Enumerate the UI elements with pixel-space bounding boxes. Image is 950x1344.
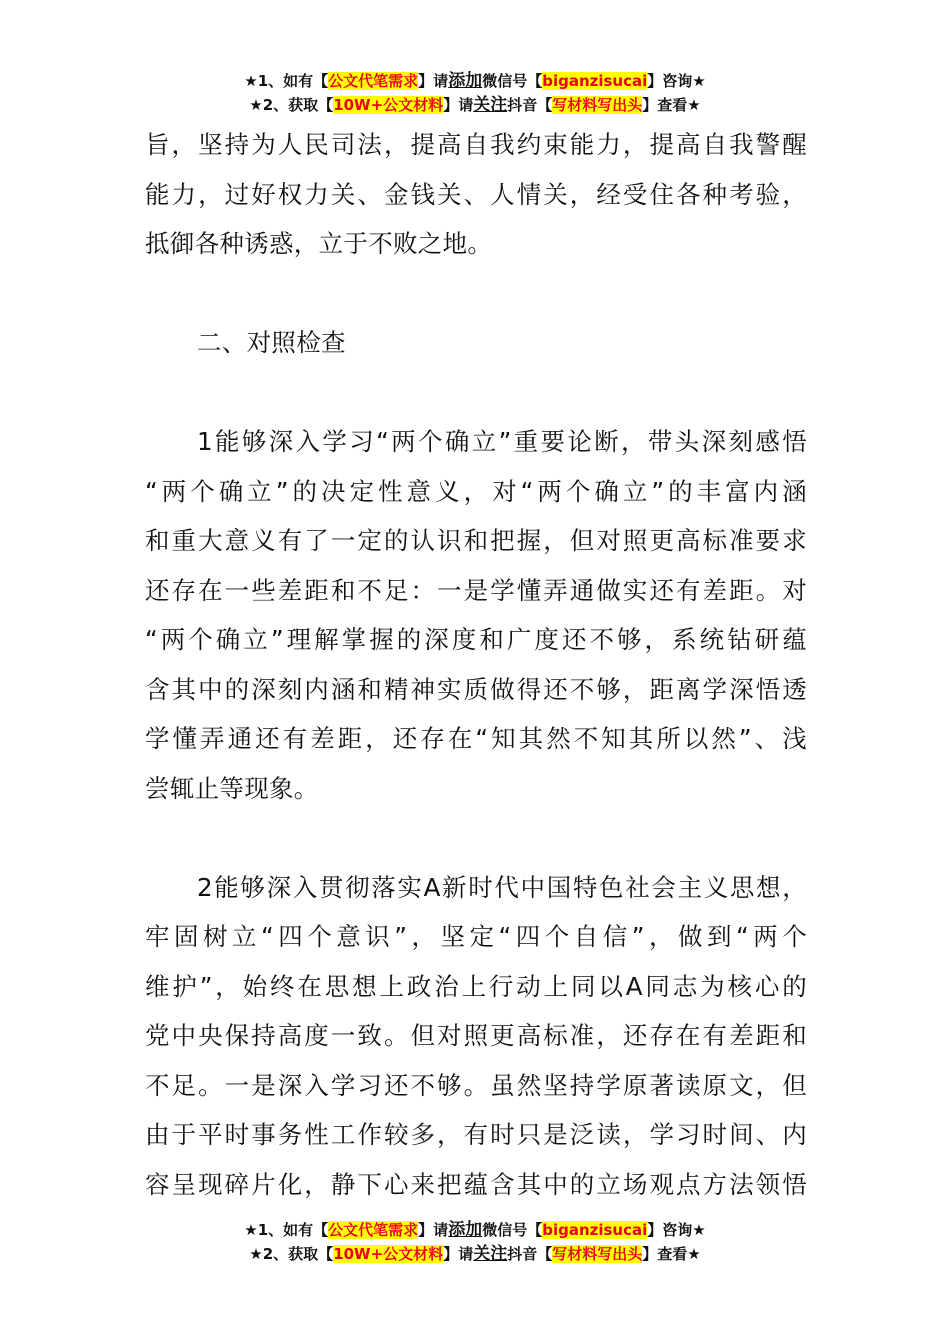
promo-emphasis: 关注 (473, 95, 508, 115)
promo-highlight: 公文代笔需求 (328, 1221, 419, 1239)
promo-text: 微信号【 (482, 72, 543, 90)
promo-text: 】咨询★ (647, 1221, 706, 1239)
promo-emphasis: 添加 (448, 71, 483, 91)
promo-wechat-id: biganzisucai (542, 72, 648, 90)
promo-text: 】查看★ (642, 96, 701, 114)
document-body (145, 120, 807, 1209)
promo-emphasis: 关注 (473, 1244, 508, 1264)
paragraph-1 (145, 417, 807, 813)
text-line: 容呈现碎片化，静下心来把蕴含其中的立场观点方法领悟 (145, 1169, 807, 1199)
text-line: 2能够深入贯彻落实A新时代中国特色社会主义思想， (197, 872, 807, 902)
promo-text: 】请 (418, 1221, 449, 1239)
text-line: 还存在一些差距和不足：一是学懂弄通做实还有差距。对 (145, 575, 807, 605)
footer-promo-line-1 (0, 1219, 950, 1241)
promo-text: 】请 (418, 72, 449, 90)
promo-text: 微信号【 (482, 1221, 543, 1239)
text-line: 由于平时事务性工作较多，有时只是泛读，学习时间、内 (145, 1120, 807, 1149)
text-line: 1能够深入学习“两个确立”重要论断，带头深刻感悟 (197, 427, 807, 456)
header-promo-line-2 (0, 94, 950, 116)
promo-wechat-id: biganzisucai (542, 1221, 648, 1239)
promo-douyin-id: 写材料写出头 (552, 1245, 643, 1263)
promo-highlight: 公文代笔需求 (328, 72, 419, 90)
promo-text: 】查看★ (642, 1245, 701, 1263)
header-promo-line-1 (0, 70, 950, 92)
paragraph-2 (145, 863, 807, 1210)
text-line: 抵御各种诱惑，立于不败之地。 (145, 229, 493, 258)
section-heading: 二、对照检查 (197, 328, 346, 357)
text-line: “两个确立”理解掌握的深度和广度还不够，系统钻研蕴 (145, 625, 807, 654)
footer-promo-line-2 (0, 1243, 950, 1265)
text-line: 旨，坚持为人民司法，提高自我约束能力，提高自我警醒 (145, 130, 807, 159)
text-line: “两个确立”的决定性意义，对“两个确立”的丰富内涵 (145, 476, 807, 506)
promo-text: 】咨询★ (647, 72, 706, 90)
promo-highlight: 10W+公文材料 (333, 96, 444, 114)
paragraph-continued (145, 120, 807, 269)
promo-text: 抖音【 (507, 96, 553, 114)
promo-text: ★2、获取【 (249, 96, 334, 114)
text-line: 和重大意义有了一定的认识和把握，但对照更高标准要求 (145, 526, 807, 555)
text-line: 不足。一是深入学习还不够。虽然坚持学原著读原文，但 (145, 1070, 807, 1100)
promo-text: 抖音【 (507, 1245, 553, 1263)
promo-text: ★1、如有【 (244, 1221, 329, 1239)
promo-text: ★1、如有【 (244, 72, 329, 90)
text-line: 党中央保持高度一致。但对照更高标准，还存在有差距和 (145, 1021, 807, 1050)
promo-douyin-id: 写材料写出头 (552, 96, 643, 114)
promo-highlight: 10W+公文材料 (333, 1245, 444, 1263)
text-line: 学懂弄通还有差距，还存在“知其然不知其所以然”、浅 (145, 724, 807, 753)
promo-text: 】请 (443, 96, 474, 114)
promo-text: 】请 (443, 1245, 474, 1263)
text-line: 牢固树立“四个意识”，坚定“四个自信”，做到“两个 (145, 922, 807, 951)
text-line: 维护”，始终在思想上政治上行动上同以A同志为核心的 (145, 971, 807, 1001)
text-line: 能力，过好权力关、金钱关、人情关，经受住各种考验， (145, 179, 807, 209)
text-line: 含其中的深刻内涵和精神实质做得还不够，距离学深悟透 (145, 674, 807, 704)
text-line: 尝辄止等现象。 (145, 773, 319, 803)
promo-emphasis: 添加 (448, 1220, 483, 1240)
promo-text: ★2、获取【 (249, 1245, 334, 1263)
